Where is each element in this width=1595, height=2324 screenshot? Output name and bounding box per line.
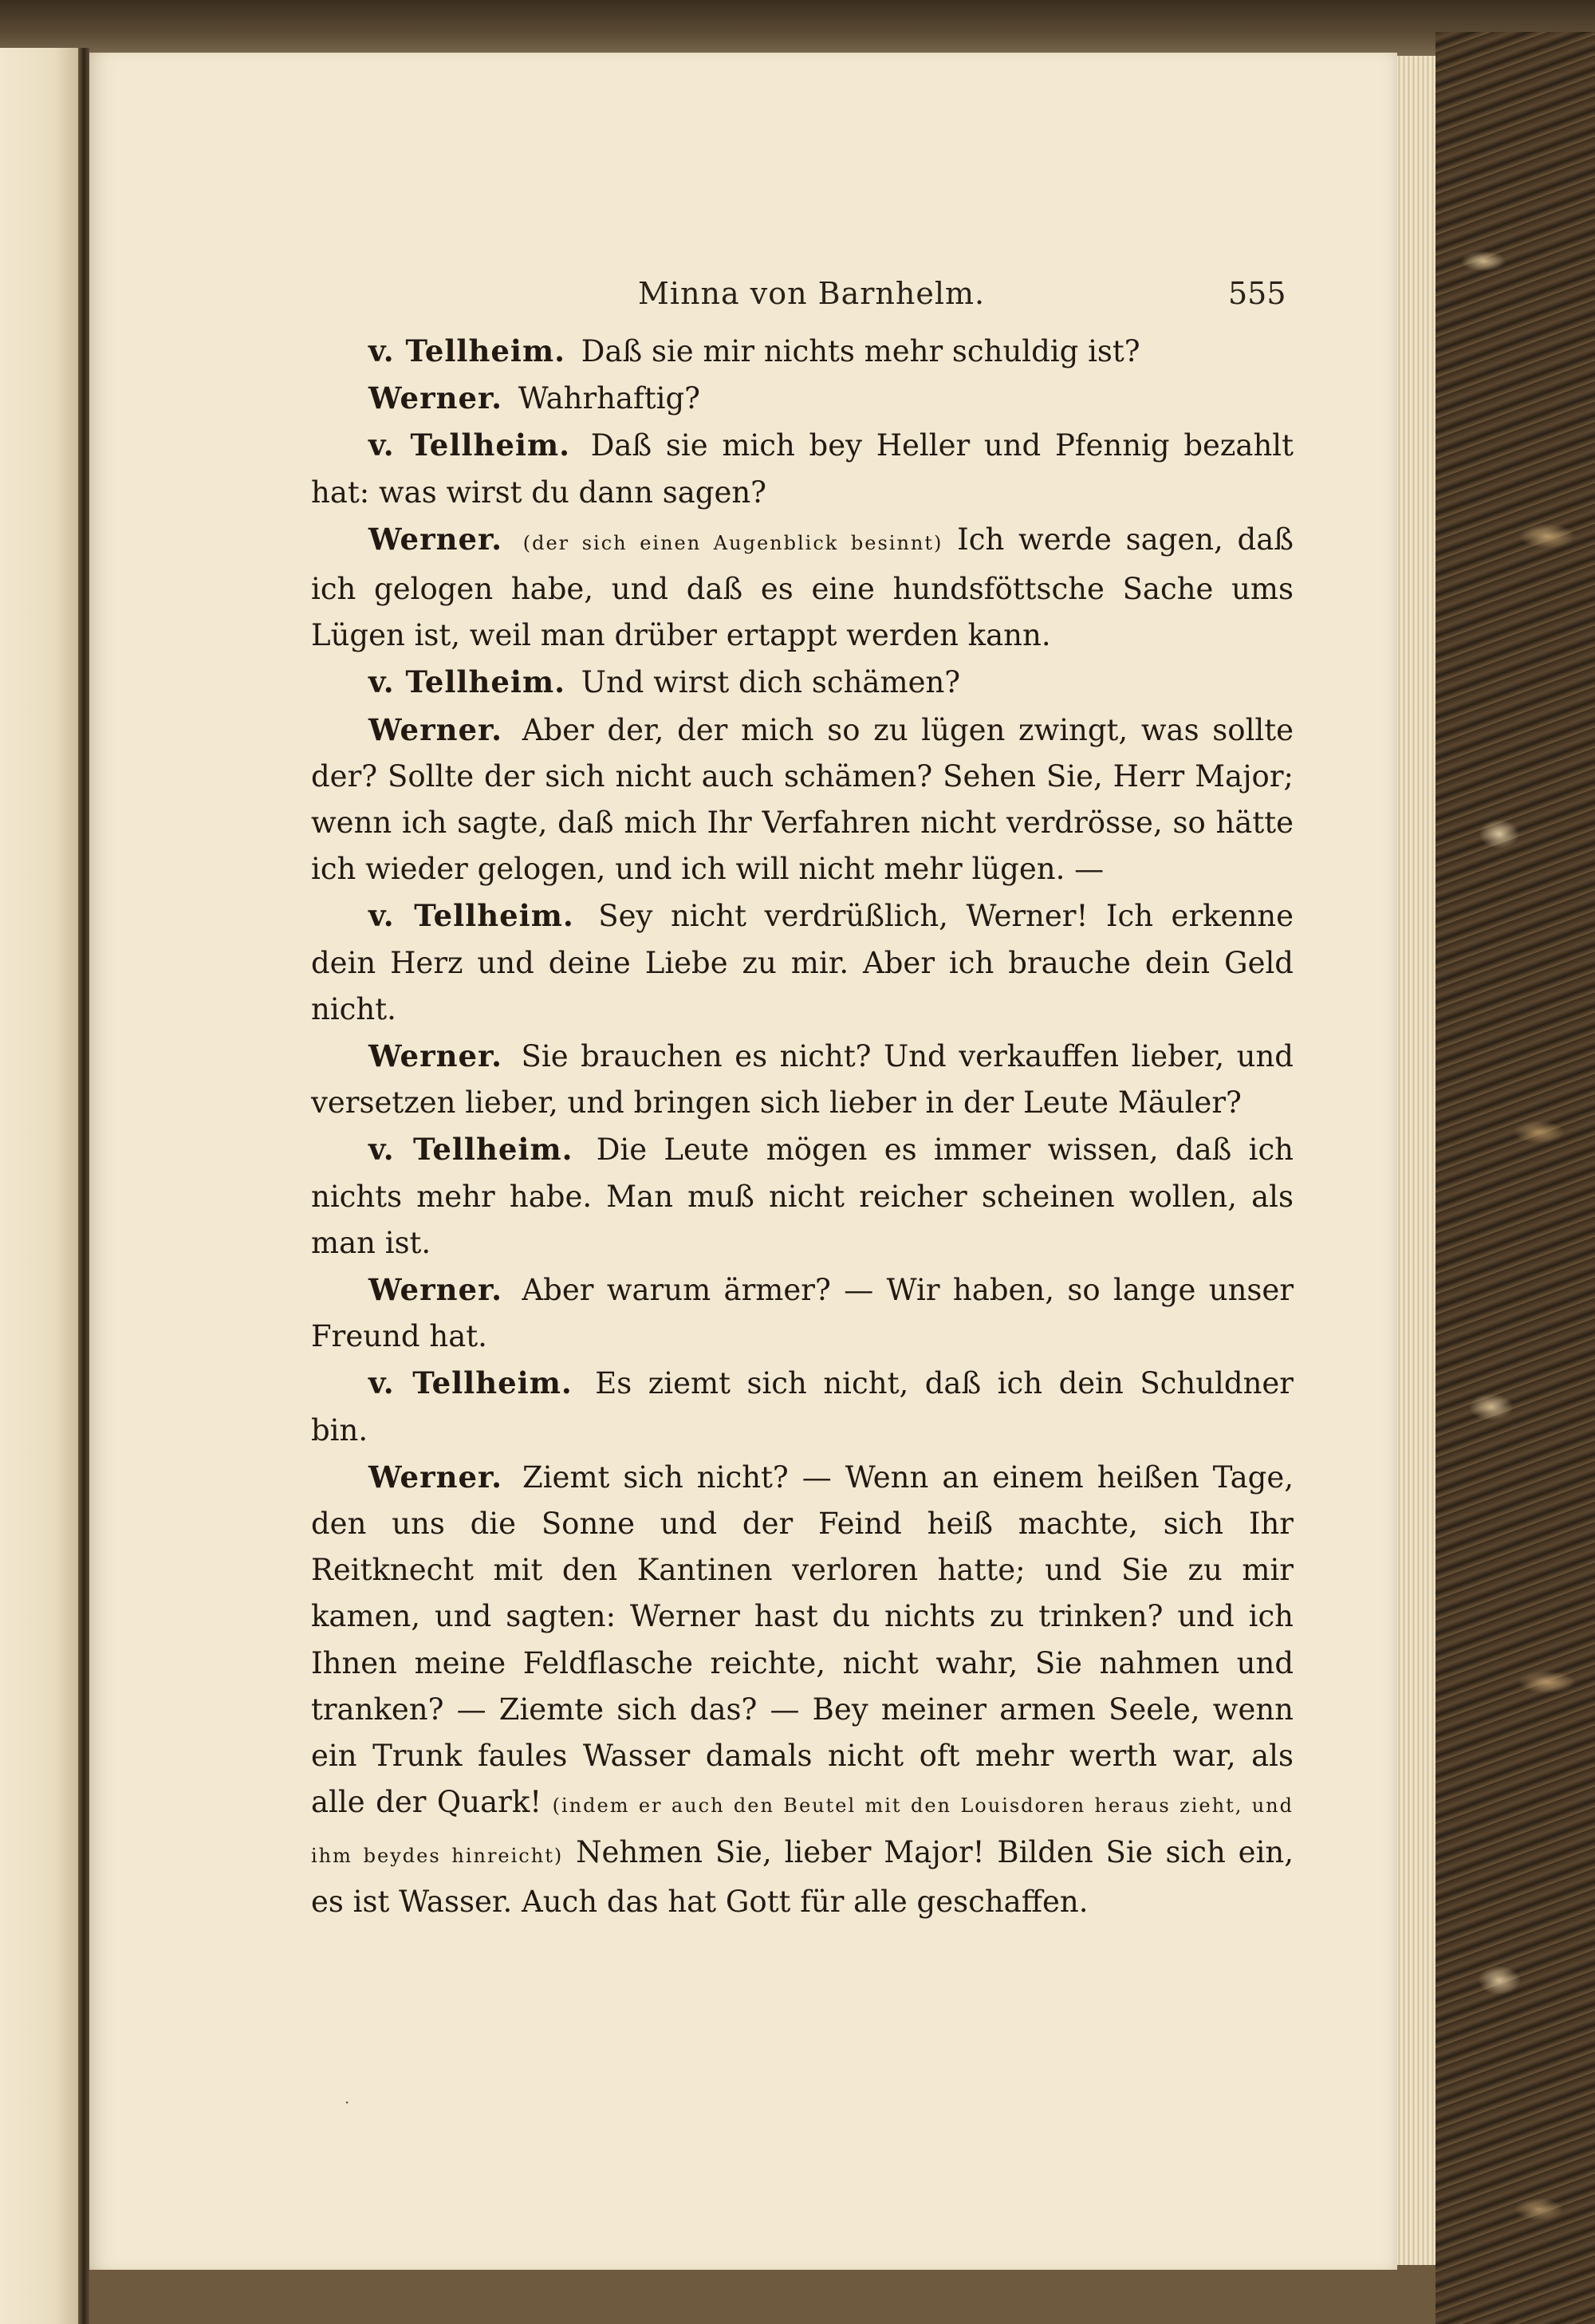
dialogue-line [311, 1266, 1294, 1360]
line-text: Es ziemt sich nicht, daß ich dein Schuldner bin. [311, 1366, 1294, 1448]
speaker-name: Werner. [368, 1038, 502, 1074]
speaker-name: Werner. [368, 711, 502, 747]
marbled-edge [1436, 32, 1595, 2324]
speaker-name: v. Tellheim. [368, 1365, 573, 1401]
line-text: Und wirst dich schämen? [581, 665, 961, 700]
page-number: 555 [1228, 276, 1286, 311]
line-text: Daß sie mir nichts mehr schuldig ist? [581, 334, 1140, 368]
line-text: Wahrhaftig? [518, 381, 700, 416]
speaker-name: Werner. [368, 1272, 502, 1308]
book-page [89, 53, 1397, 2270]
dialogue-line [311, 1454, 1294, 1925]
dialogue-line [311, 516, 1294, 660]
line-text: Daß sie mich bey Heller und Pfennig bezahlt hat: was wirst du dann sagen? [311, 428, 1294, 510]
speaker-name: v. Tellheim. [368, 664, 566, 700]
dialogue-line [311, 375, 1294, 422]
dialogue-line [311, 1033, 1294, 1126]
book-gutter [78, 48, 89, 2324]
speaker-name: Werner. [368, 380, 502, 416]
line-text: Die Leute mögen es immer wissen, daß ich nichts mehr habe. Man muß nicht reicher scheinen wollen, als man ist. [311, 1132, 1294, 1260]
binding-top-strip [0, 0, 1595, 56]
page-mark: · [345, 2093, 350, 2112]
stage-direction: (indem er auch den Beutel mit den Louisdoren heraus zieht, und ihm beydes hinreicht) [311, 1794, 1294, 1867]
speaker-name: v. Tellheim. [368, 427, 570, 463]
line-text: Sie brauchen es nicht? Und verkauffen lieber, und versetzen lieber, und bringen sich lieber in der Leute Mäuler? [311, 1039, 1294, 1121]
line-text: Ich werde sagen, daß ich gelogen habe, und daß es eine hundsföttsche Sache ums Lügen ist, weil man drüber ertappt werden kann. [311, 522, 1294, 653]
line-text: Sey nicht verdrüßlich, Werner! Ich erkenne dein Herz und deine Liebe zu mir. Aber ich brauche dein Geld nicht. [311, 899, 1294, 1026]
line-text: Aber der, der mich so zu lügen zwingt, was sollte der? Sollte der sich nicht auch schämen? Sehen Sie, Herr Major; wenn ich sagte, daß mich Ihr Verfahren nicht verdrösse, so hätte ich wieder gelogen, und ich will nicht mehr lügen. — [311, 712, 1294, 887]
speaker-name: Werner. [368, 1459, 502, 1495]
dialogue-line [311, 422, 1294, 515]
speaker-name: v. Tellheim. [368, 898, 574, 934]
dialogue-line [311, 892, 1294, 1033]
facing-page-edge [0, 48, 78, 2324]
dialogue-line [311, 707, 1294, 893]
dialogue-line [311, 659, 1294, 706]
line-text: Ziemt sich nicht? — Wenn an einem heißen Tage, den uns die Sonne und der Feind heiß machte, sich Ihr Reitknecht mit den Kantinen verloren hatte; und Sie zu mir kamen, und sagten: Werner hast du nichts zu trinken? und ich Ihnen meine Feldflasche reichte, nicht wahr, Sie nahmen und tranken? — Ziemte sich das? — Bey meiner armen Seele, wenn ein Trunk faules Wasser damals nicht oft mehr werth war, als alle der Quark! [311, 1459, 1294, 1820]
dialogue-line [311, 1126, 1294, 1266]
speaker-name: Werner. [368, 521, 502, 557]
line-text: Aber warum ärmer? — Wir haben, so lange unser Freund hat. [311, 1273, 1294, 1354]
running-head: Minna von Barnhelm. [638, 276, 986, 311]
page-stack-edge [1396, 56, 1436, 2265]
dialogue-line [311, 1360, 1294, 1453]
stage-direction: (der sich einen Augenblick besinnt) [522, 531, 943, 554]
line-text-after: Nehmen Sie, lieber Major! Bilden Sie sich ein, es ist Wasser. Auch das hat Gott für alle geschaffen. [311, 1834, 1294, 1919]
dialogue-text [311, 328, 1294, 1925]
dialogue-line [311, 328, 1294, 375]
speaker-name: v. Tellheim. [368, 333, 566, 368]
speaker-name: v. Tellheim. [368, 1132, 573, 1168]
